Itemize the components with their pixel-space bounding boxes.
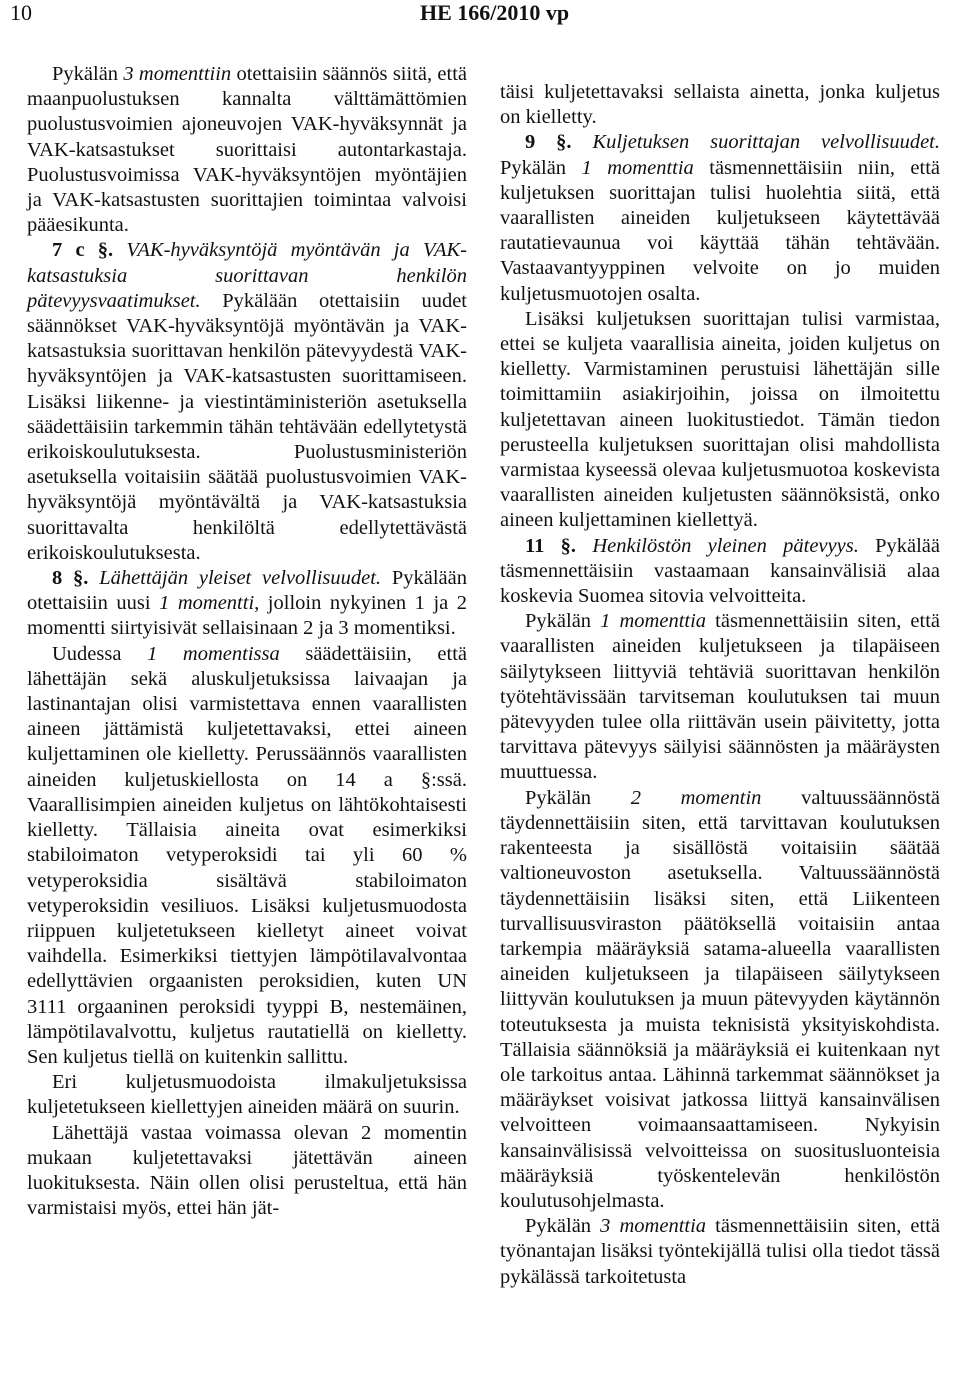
- section-number: 9 §.: [525, 131, 572, 154]
- italic-run: Kuljetuksen suorittajan velvollisuudet.: [592, 131, 940, 154]
- text-run: Uudessa: [52, 642, 148, 665]
- text-run: täsmennettäisiin niin, että kuljetuksen suorittajan tulisi huolehtia siitä, että vaarallisten aineiden kuljetukseen käytettävää rautatievaunua voi käyttää tähän tehtävään. Vastaavantyyppinen velvoite on jo muiden kuljetusmuotojen osalta.: [500, 156, 941, 305]
- text-run: Pykälää täsmennettäisiin vastaamaan kansainvälisiä alaa koskevia Suomea sitovia velvoitteita.: [500, 534, 940, 608]
- paragraph: [27, 1121, 467, 1222]
- section-number: 11 §.: [525, 534, 577, 557]
- left-column: [27, 62, 467, 1221]
- text-run: Pykälän: [525, 1215, 601, 1238]
- text-run: täsmennettäisiin siten, että vaarallisten aineiden kuljetukseen ja tilapäiseen säilytykseen liittyviä tehtäviä suorittavan henkilön työtehtävissään tarvitseman koulutuksen tai muun pätevyyden tulee olla riittävän usein päivitetty, jotta tarvittava pätevyys säilyisi säännösten ja määräysten muuttuessa.: [500, 610, 941, 784]
- text-run: Pykälän: [525, 786, 631, 809]
- italic-run: 3 momenttia: [600, 1215, 707, 1238]
- text-run: täsmennettäisiin siten, että työnantajan lisäksi työntekijällä tulisi olla tiedot tässä pykälässä tarkoitetusta: [500, 1215, 941, 1288]
- right-column: [500, 80, 940, 1290]
- text-run: Pykälään otettaisiin uusi: [27, 567, 467, 615]
- text-run: Lähettäjä vastaa voimassa olevan 2 momentin mukaan kuljetettavaksi jätettävän aineen luokituksesta. Näin ollen olisi perusteltua, että hän varmistaisi myös, ettei hän jät-: [27, 1121, 467, 1220]
- italic-run: 3 momenttiin: [123, 63, 232, 85]
- italic-run: 1 momentti: [159, 592, 255, 615]
- paragraph: [500, 130, 940, 306]
- text-run: Lisäksi kuljetuksen suorittajan tulisi varmistaa, ettei se kuljeta vaarallisia aineita, joiden kuljetus on kielletty. Varmistaminen perustuisi lähettäjän sille toimittamiin asiakirjoihin, joissa on ilmoitettu kuljetettavan aineen luokitustiedot. Tämän tiedon perusteella kuljetuksen suorittajan olisi mahdollista varmistaa kyseessä olevaa kuljetusmuotoa koskevista vaarallisten aineiden kuljetusten säännöksistä, onko aineen kuljettaminen kiellettyä.: [500, 307, 940, 532]
- text-run: täisi kuljetettavaksi sellaista ainetta, jonka kuljetus on kielletty.: [500, 81, 940, 129]
- text-run: valtuussäännöstä täydennettäisiin siten, että tarvittavan koulutuksen rakenteesta ja sisällöstä voitaisiin säätää valtioneuvoston asetuksella. Valtuussäännöstä täydennettäisiin lisäksi siten, että Liikenteen turvallisuusviraston päätöksellä voitaisiin antaa tarkempia määräyksiä satama-alueella vaarallisten aineiden kuljetukseen ja tilapäiseen säilytykseen liittyvän koulutuksen ja muun pätevyyden käytännön toteutuksesta ja muista teknisistä yksityiskohdista. Tällaisia säännöksiä ja määräyksiä ei kuitenkaan nyt ole tarkoitus antaa. Lähinnä tarkemmat säännökset ja määräykset voisivat jatkossa liittyä kansainvälisen velvoitteen voimaansaattamiseen. Nykyisin kansainvälisissä velvoitteissa on suositusluonteisia määräyksiä työskentelevän henkilöstön koulutusohjelmasta.: [500, 786, 940, 1212]
- text-run: [113, 239, 126, 261]
- section-number: 7 c §.: [52, 239, 114, 262]
- paragraph: [27, 566, 467, 642]
- text-run: Pykälän: [500, 156, 582, 179]
- paragraph: [500, 786, 940, 1214]
- text-run: Eri kuljetusmuodoista ilmakuljetuksissa kuljetetukseen kiellettyjen aineiden määrä on suurin.: [27, 1071, 467, 1119]
- paragraph: [500, 1214, 940, 1290]
- italic-run: 1 momenttia: [581, 156, 694, 179]
- text-run: [572, 131, 593, 153]
- paragraph: [27, 238, 467, 566]
- document-id: HE 166/2010 vp: [420, 0, 570, 25]
- page-header: [0, 0, 960, 40]
- text-run: Pykälään otettaisiin uudet säännökset VAK-hyväksyntöjä myöntävän ja VAK-katsastuksia suorittavan henkilön pätevyydestä VAK-hyväksyntöjen ja VAK-katsastusten suorittamiseen. Lisäksi liikenne- ja viestintäministeriön asetuksella säädettäisiin tarkemmin tähän tehtävään edellytetystä erikoiskoulutuksesta. Puolustusministeriön asetuksella voitaisiin säätää puolustusvoimien VAK-hyväksyntöjä myöntävältä ja VAK-katsastuksia suorittavalta henkilöltä edellytettävästä erikoiskoulutuksesta.: [27, 289, 467, 564]
- text-run: , jolloin nykyinen 1 ja 2 momentti siirtyisivät sellaisinaan 2 ja 3 momentiksi.: [27, 592, 468, 640]
- italic-run: Henkilöstön yleinen pätevyys.: [592, 534, 859, 557]
- section-number: 8 §.: [52, 567, 89, 590]
- italic-run: Lähettäjän yleiset velvollisuudet.: [99, 567, 382, 590]
- italic-run: VAK-hyväksyntöjä myöntävän ja VAK-katsastuksia suorittavan henkilön pätevyysvaatimukset.: [27, 239, 467, 312]
- text-run: [88, 567, 99, 589]
- text-run: Pykälän: [525, 610, 601, 633]
- text-run: otettaisiin säännös siitä, että maanpuolustuksen kannalta välttämättömien puolustusvoimien ajoneuvojen VAK-hyväksynnät ja VAK-katsastukset suorittaisi autontarkastaja. Puolustusvoimissa VAK-hyväksyntöjen myöntäjien ja VAK-katsastusten suorittajien toimintaa valvoisi pääesikunta.: [27, 63, 467, 237]
- italic-run: 2 momentin: [630, 786, 762, 809]
- paragraph: [500, 534, 940, 610]
- paragraph: [27, 642, 467, 1070]
- italic-run: 1 momentissa: [147, 642, 280, 665]
- paragraph: [500, 80, 940, 130]
- paragraph: [27, 62, 467, 238]
- paragraph: [27, 1070, 467, 1120]
- paragraph: [500, 307, 940, 534]
- text-run: Pykälän: [52, 63, 124, 85]
- italic-run: 1 momenttia: [600, 610, 707, 633]
- text-run: säädettäisiin, että lähettäjän sekä aluskuljetuksissa laivaajan ja lastinantajan olisi varmistettava ennen vaarallisten aineen jättämistä kuljetettavaksi, ettei aineen kuljettaminen ole kielletty. Perussäännös vaarallisten aineiden kuljetuskiellosta on 14 a §:ssä. Vaarallisimpien aineiden kuljetus on lähtökohtaisesti kielletty. Tällaisia aineita ovat esimerkiksi stabiloimaton vetyperoksidi tai yli 60 % vetyperoksidia sisältävä stabiloimaton vetyperoksidin vesiliuos. Lisäksi kuljetusmuodosta riippuen kuljetetukseen kielletyt aineet voivat vaihdella. Esimerkiksi tiettyjen lämpötilavalvontaa edellyttävien orgaanisten peroksidien, kuten UN 3111 orgaaninen peroksidi tyyppi B, nestemäinen, lämpötilavalvottu, kuljetus rautatiellä on kielletty. Sen kuljetus tiellä on kuitenkin sallittu.: [27, 642, 468, 1068]
- page-number: 10: [10, 0, 32, 25]
- text-run: [576, 535, 592, 557]
- paragraph: [500, 609, 940, 785]
